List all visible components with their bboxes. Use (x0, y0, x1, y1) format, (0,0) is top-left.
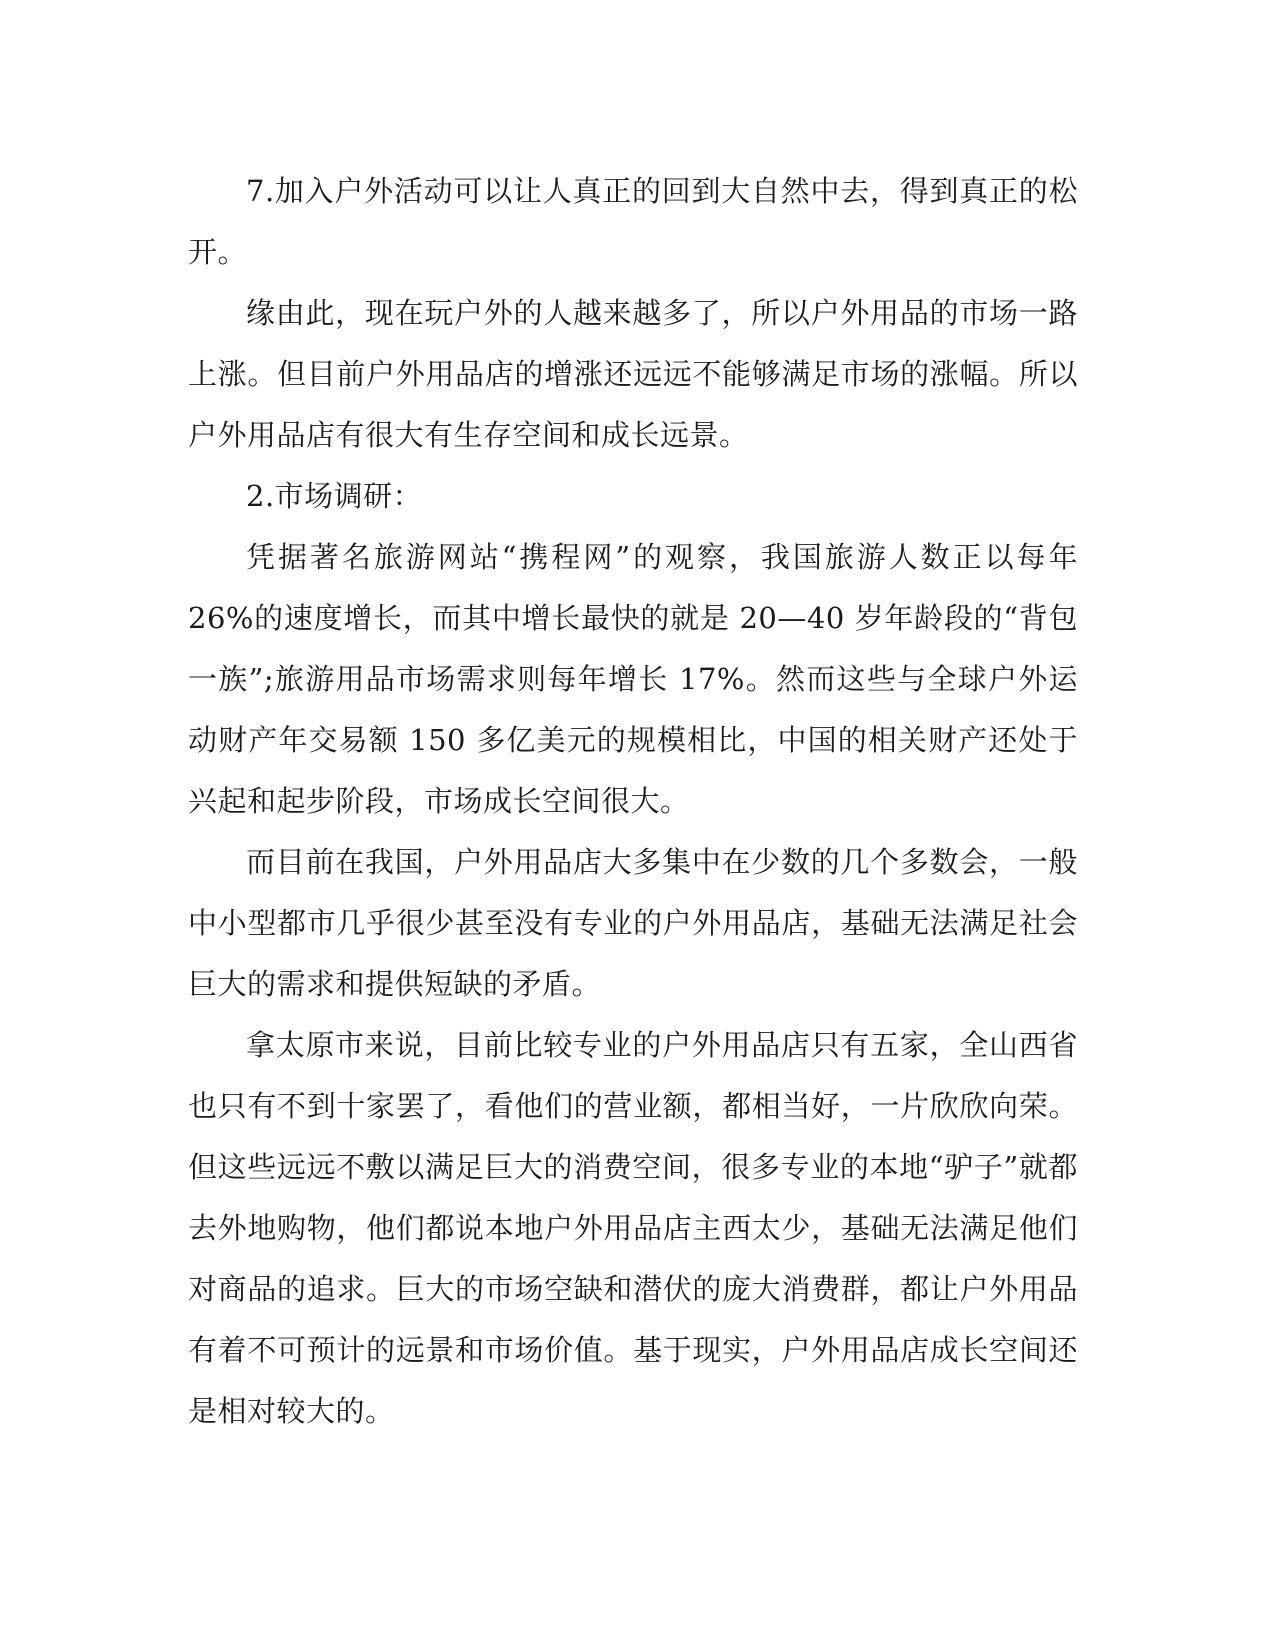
paragraph-ctrip-statistics: 凭据著名旅游网站“携程网”的观察，我国旅游人数正以每年 26%的速度增长，而其中增长最快的就是 20—40 岁年龄段的“背包一族”;旅游用品市场需求则每年增长 17%。然而这些与全球户外运动财产年交易额 150 多亿美元的规模相比，中国的相关财产还处于兴起和起步阶段，市场成长空间很大。 (188, 540, 1078, 818)
paragraph-outdoor-benefit-7: 7.加入户外活动可以让人真正的回到大自然中去，得到真正的松开。 (188, 174, 1078, 269)
paragraph-taiyuan-example: 拿太原市来说，目前比较专业的户外用品店只有五家，全山西省也只有不到十家罢了，看他们的营业额，都相当好，一片欣欣向荣。但这些远远不敷以满足巨大的消费空间，很多专业的本地“驴子”就都去外地购物，他们都说本地户外用品店主西太少，基础无法满足他们对商品的追求。巨大的市场空缺和潜伏的庞大消费群，都让户外用品有着不可预计的远景和市场价值。基于现实，户外用品店成长空间还是相对较大的。 (188, 1028, 1078, 1428)
document-body (188, 161, 1078, 1442)
section-heading-market-research: 2.市场调研： (246, 479, 423, 513)
paragraph-market-growth: 缘由此，现在玩户外的人越来越多了，所以户外用品的市场一路上涨。但目前户外用品店的增涨还远远不能够满足市场的涨幅。所以户外用品店有很大有生存空间和成长远景。 (188, 296, 1078, 452)
paragraph-store-distribution: 而目前在我国，户外用品店大多集中在少数的几个多数会，一般中小型都市几乎很少甚至没有专业的户外用品店，基础无法满足社会巨大的需求和提供短缺的矛盾。 (188, 845, 1078, 1001)
